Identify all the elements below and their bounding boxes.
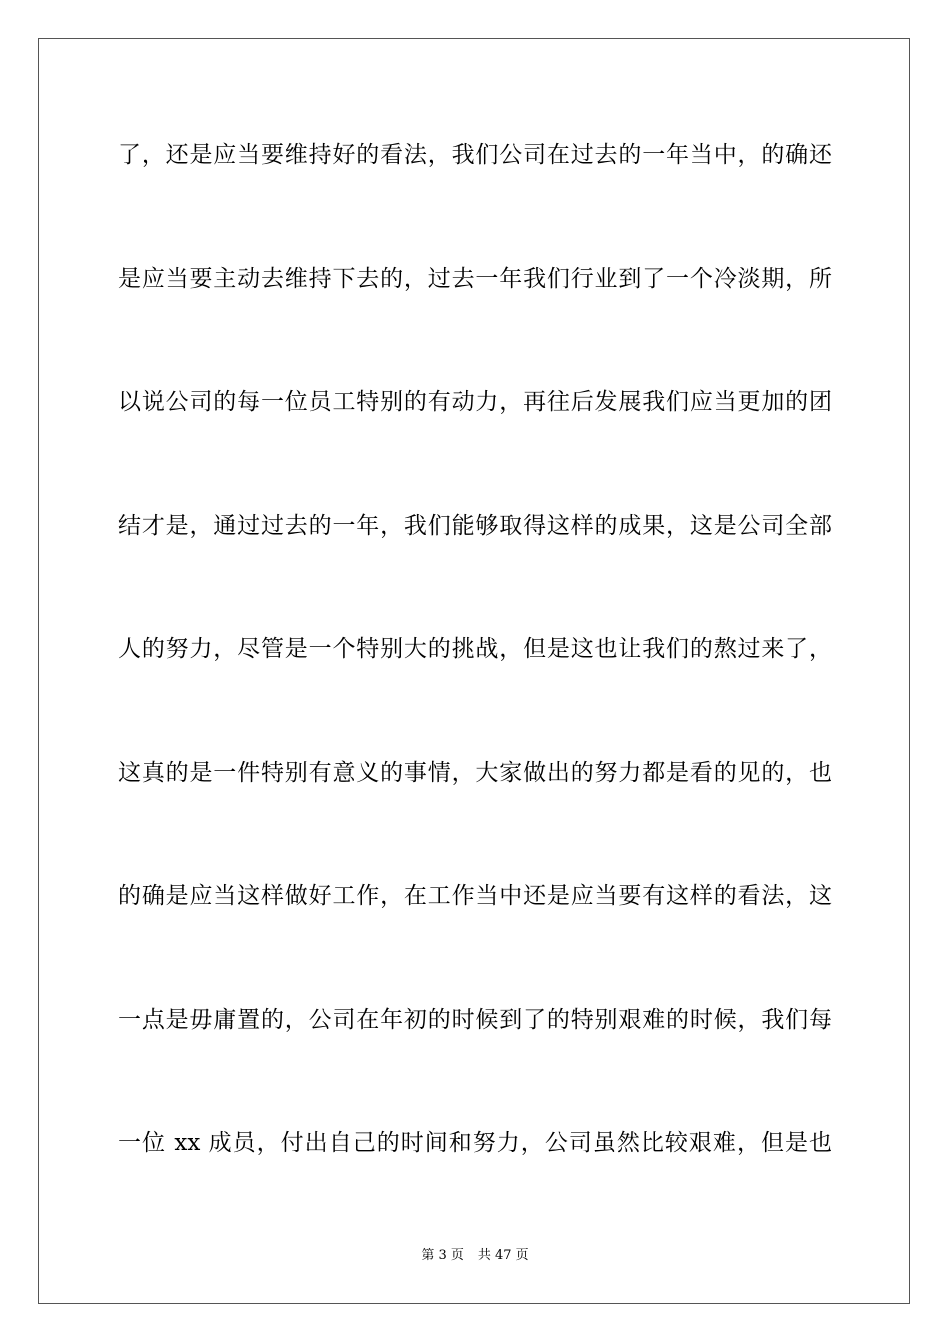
text-line: 结才是，通过过去的一年，我们能够取得这样的成果，这是公司全部 bbox=[118, 512, 832, 539]
total-pages: 共 47 页 bbox=[477, 1248, 529, 1263]
text-line: 的确是应当这样做好工作，在工作当中还是应当要有这样的看法，这 bbox=[118, 883, 832, 909]
page-footer bbox=[0, 1246, 950, 1266]
document-body bbox=[118, 124, 832, 1236]
text-line: 一位 xx 成员，付出自己的时间和努力，公司虽然比较艰难，但是也 bbox=[118, 1130, 832, 1156]
text-line: 是应当要主动去维持下去的，过去一年我们行业到了一个冷淡期，所 bbox=[118, 265, 832, 292]
page-number: 第 3 页 bbox=[421, 1248, 464, 1263]
text-line: 这真的是一件特别有意义的事情，大家做出的努力都是看的见的，也 bbox=[118, 759, 832, 786]
text-line: 一点是毋庸置的，公司在年初的时候到了的特别艰难的时候，我们每 bbox=[118, 1006, 832, 1033]
text-line: 了，还是应当要维持好的看法，我们公司在过去的一年当中，的确还 bbox=[118, 142, 832, 168]
text-line: 以说公司的每一位员工特别的有动力，再往后发展我们应当更加的团 bbox=[118, 389, 832, 415]
text-line: 人的努力，尽管是一个特别大的挑战，但是这也让我们的熬过来了， bbox=[118, 636, 832, 662]
